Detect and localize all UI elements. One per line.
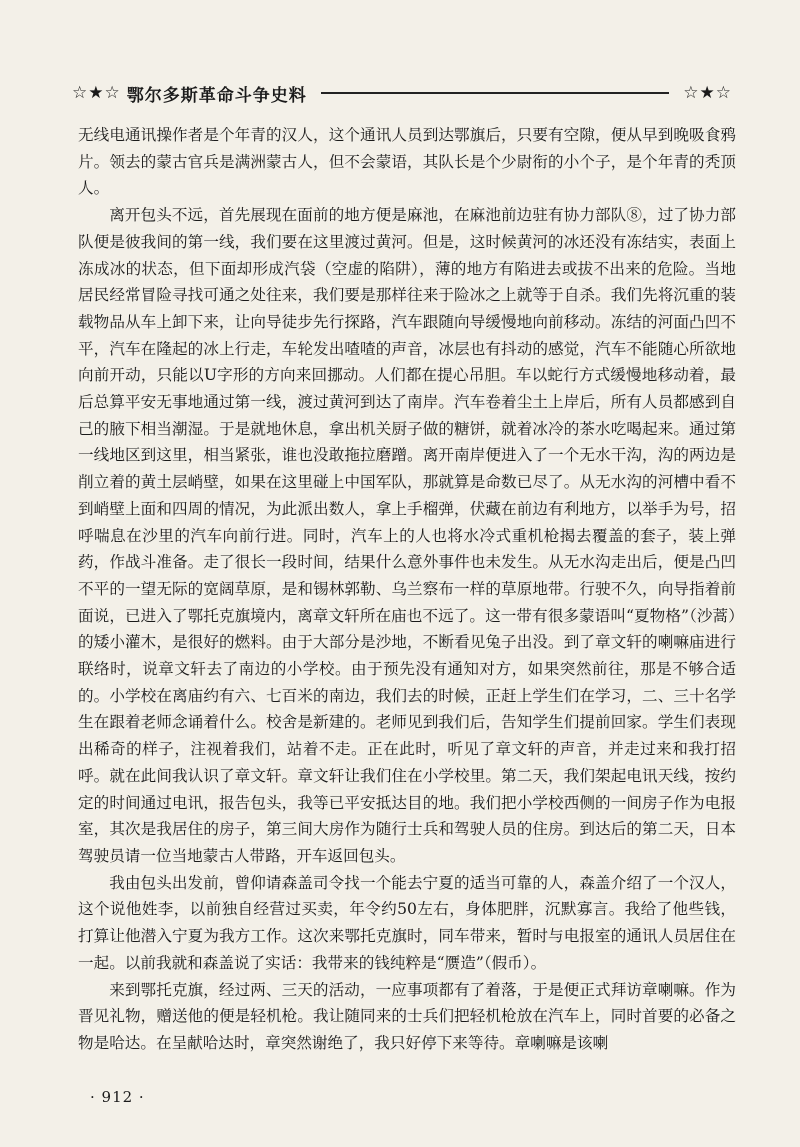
- header-stars-right: ☆★☆: [683, 83, 732, 103]
- paragraph: 来到鄂托克旗，经过两、三天的活动，一应事项都有了着落，于是便正式拜访章喇嘛。作为晋见礼物，赠送他的便是轻机枪。我让随同来的士兵们把轻机枪放在汽车上，同时首要的必备之物是哈达。在呈献哈达时，章突然谢绝了，我只好停下来等待。章喇嘛是该喇: [78, 980, 736, 1052]
- header-rule: [321, 92, 670, 94]
- header-stars-left: ☆★☆: [72, 83, 121, 103]
- paragraph: 离开包头不远，首先展现在面前的地方便是麻池，在麻池前边驻有协力部队⑧，过了协力部队便是彼我间的第一线，我们要在这里渡过黄河。但是，这时候黄河的冰还没有冻结实，表面上冻成冰的状态，但下面却形成汽袋（空虚的陷阱），薄的地方有陷进去或拔不出来的危险。当地居民经常冒险寻找可通之处往来，我们要是那样往来于险冰之上就等于自杀。我们先将沉重的装载物品从车上卸下来，让向导徒步先行探路，汽车跟随向导缓慢地向前移动。冻结的河面凸凹不平，汽车在隆起的冰上行走，车轮发出喳喳的声音，冰层也有抖动的感觉，汽车不能随心所欲地向前开动，只能以U字形的方向来回挪动。人们都在提心吊胆。车以蛇行方式缓慢地移动着，最后总算平安无事地通过第一线，渡过黄河到达了南岸。汽车卷着尘土上岸后，所有人员都感到自己的腋下相当潮湿。于是就地休息，拿出机关厨子做的糖饼，就着冰冷的茶水吃喝起来。通过第一线地区到这里，相当紧张，谁也没敢拖拉磨蹭。离开南岸便进入了一个无水干沟，沟的两边是削立着的黄土层峭壁，如果在这里碰上中国军队，那就算是命数已尽了。从无水沟的河槽中看不到峭壁上面和四周的情况，为此派出数人，拿上手榴弹，伏藏在前边有利地方，以举手为号，招呼喘息在沙里的汽车向前行进。同时，汽车上的人也将水冷式重机枪揭去覆盖的套子，装上弹药，作战斗准备。走了很长一段时间，结果什么意外事件也未发生。从无水沟走出后，便是凸凹不平的一望无际的宽阔草原，是和锡林郭勒、乌兰察布一样的草原地带。行驶不久，向导指着前面说，已进入了鄂托克旗境内，离章文轩所在庙也不远了。这一带有很多蒙语叫“夏物格”（沙蒿）的矮小灌木，是很好的燃料。由于大部分是沙地，不断看见兔子出没。到了章文轩的喇嘛庙进行联络时，说章文轩去了南边的小学校。由于预先没有通知对方，如果突然前往，那是不够合适的。小学校在离庙约有六、七百米的南边，我们去的时候，正赶上学生们在学习，二、三十名学生在跟着老师念诵着什么。校舍是新建的。老师见到我们后，告知学生们提前回家。学生们表现出稀奇的样子，注视着我们，站着不走。正在此时，听见了章文轩的声音，并走过来和我打招呼。就在此间我认识了章文轩。章文轩让我们住在小学校里。第二天，我们架起电讯天线，按约定的时间通过电讯，报告包头，我等已平安抵达目的地。我们把小学校西侧的一间房子作为电报室，其次是我居住的房子，第三间大房作为随行士兵和驾驶人员的住房。到达后的第二天，日本驾驶员请一位当地蒙古人带路，开车返回包头。: [78, 206, 736, 865]
- page-number: · 912 ·: [90, 1088, 145, 1106]
- running-header: [72, 80, 732, 106]
- running-title: 鄂尔多斯革命斗争史料: [126, 85, 307, 106]
- paragraph-continued: 无线电通讯操作者是个年青的汉人，这个通讯人员到达鄂旗后，只要有空隙，便从早到晚吸食鸦片。领去的蒙古官兵是满洲蒙古人，但不会蒙语，其队长是个少尉衔的小个子，是个年青的秃顶人。: [78, 126, 736, 198]
- paragraph: 我由包头出发前，曾仰请森盖司令找一个能去宁夏的适当可靠的人，森盖介绍了一个汉人，这个说他姓李，以前独自经营过买卖，年令约50左右，身体肥胖，沉默寡言。我给了他些钱，打算让他潜入宁夏为我方工作。这次来鄂托克旗时，同车带来，暂时与电报室的通讯人员居住在一起。以前我就和森盖说了实话：我带来的钱纯粹是“赝造”（假币）。: [78, 873, 736, 972]
- body-text: [78, 122, 736, 1057]
